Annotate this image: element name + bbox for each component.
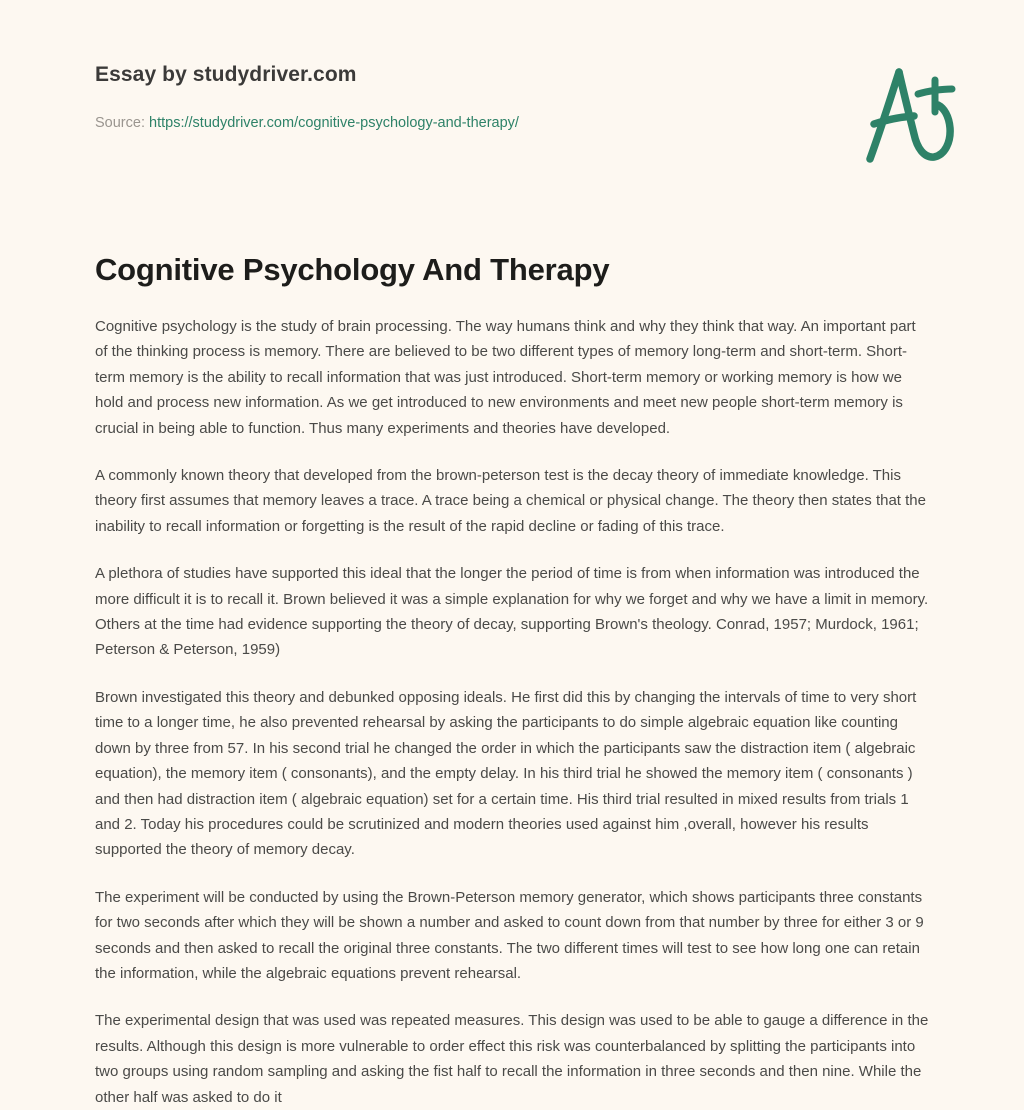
source-line [95, 114, 929, 133]
article-body [0, 288, 1024, 1110]
document-header [0, 0, 1024, 170]
body-paragraph: The experimental design that was used was repeated measures. This design was used to be able to gauge a difference in the results. Although this design is more vulnerable to order effect this risk was counterbalanced by splitting the participants into two groups using random sampling and asking the fist half to recall the information in three seconds and then nine. While the other half was asked to do it [95, 1012, 929, 1106]
source-url-link[interactable]: https://studydriver.com/cognitive-psychology-and-therapy/ [149, 115, 519, 131]
body-paragraph: A commonly known theory that developed from the brown-peterson test is the decay theory of immediate knowledge. This theory first assumes that memory leaves a trace. A trace being a chemical or physical change. The theory then states that the inability to recall information or forgetting is the result of the rapid decline or fading of this trace. [95, 467, 926, 535]
source-label: Source: [95, 115, 145, 131]
page-title: Cognitive Psychology And Therapy [95, 252, 610, 287]
studydriver-a-plus-logo [852, 60, 962, 170]
body-paragraph: A plethora of studies have supported this ideal that the longer the period of time is from when information was introduced the more difficult it is to recall it. Brown believed it was a simple explanation for why we forget and why we have a limit in memory. Others at the time had evidence supporting the theory of decay, supporting Brown's theology. Conrad, 1957; Murdock, 1961; Peterson & Peterson, 1959) [95, 565, 929, 659]
essay-byline: Essay by studydriver.com [95, 63, 357, 86]
body-paragraph: The experiment will be conducted by using the Brown-Peterson memory generator, which shows participants three constants for two seconds after which they will be shown a number and asked to count down from that number by three for either 3 or 9 seconds and then asked to recall the original three constants. The two different times will test to see how long one can retain the information, while the algebraic equations prevent rehearsal. [95, 888, 924, 982]
body-paragraph: Cognitive psychology is the study of brain processing. The way humans think and why they think that way. An important part of the thinking process is memory. There are believed to be two different types of memory long-term and short-term. Short-term memory is the ability to recall information that was just introduced. Short-term memory or working memory is how we hold and process new information. As we get introduced to new environments and meet new people short-term memory is crucial in being able to function. Thus many experiments and theories have developed. [95, 318, 916, 437]
body-paragraph: Brown investigated this theory and debunked opposing ideals. He first did this by changing the intervals of time to very short time to a longer time, he also prevented rehearsal by asking the participants to do simple algebraic equation like counting down by three from 57. In his second trial he changed the order in which the participants saw the distraction item ( algebraic equation), the memory item ( consonants), and the empty delay. In his third trial he showed the memory item ( consonants ) and then had distraction item ( algebraic equation) set for a certain time. His third trial resulted in mixed results from trials 1 and 2. Today his procedures could be scrutinized and modern theories used against him ,overall, however his results supported the theory of memory decay. [95, 688, 917, 859]
